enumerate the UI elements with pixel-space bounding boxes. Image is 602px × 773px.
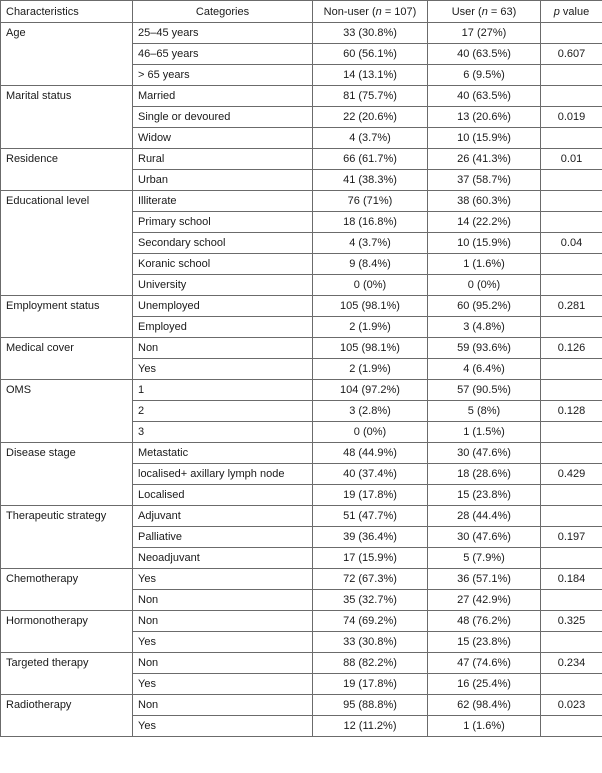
pvalue-cell-empty — [541, 254, 602, 275]
characteristic-cell-empty — [1, 422, 133, 443]
user-cell: 30 (47.6%) — [428, 443, 541, 464]
pvalue-cell: 0.019 — [541, 107, 602, 128]
pvalue-cell: 0.128 — [541, 401, 602, 422]
characteristic-cell-empty — [1, 401, 133, 422]
pvalue-cell: 0.04 — [541, 233, 602, 254]
nonuser-cell: 9 (8.4%) — [313, 254, 428, 275]
table-row — [1, 569, 602, 590]
header-characteristics: Characteristics — [1, 1, 133, 23]
table-row — [1, 44, 602, 65]
table-row — [1, 317, 602, 338]
pvalue-cell-empty — [541, 485, 602, 506]
category-cell: Non — [133, 338, 313, 359]
characteristic-label: OMS — [1, 380, 133, 401]
characteristic-cell-empty — [1, 107, 133, 128]
category-cell: Yes — [133, 716, 313, 737]
pvalue-cell-empty — [541, 23, 602, 44]
pvalue-cell-empty — [541, 443, 602, 464]
category-cell: Metastatic — [133, 443, 313, 464]
nonuser-cell: 17 (15.9%) — [313, 548, 428, 569]
header-user: User (n = 63) — [428, 1, 541, 23]
characteristic-cell-empty — [1, 317, 133, 338]
pvalue-cell-empty — [541, 359, 602, 380]
characteristic-cell-empty — [1, 212, 133, 233]
pvalue-cell-empty — [541, 422, 602, 443]
characteristic-cell-empty — [1, 548, 133, 569]
characteristic-label: Residence — [1, 149, 133, 170]
nonuser-cell: 0 (0%) — [313, 275, 428, 296]
nonuser-cell: 4 (3.7%) — [313, 233, 428, 254]
category-cell: Yes — [133, 674, 313, 695]
pvalue-cell: 0.01 — [541, 149, 602, 170]
characteristic-cell-empty — [1, 275, 133, 296]
category-cell: Single or devoured — [133, 107, 313, 128]
category-cell: localised+ axillary lymph node — [133, 464, 313, 485]
user-cell: 18 (28.6%) — [428, 464, 541, 485]
user-cell: 60 (95.2%) — [428, 296, 541, 317]
category-cell: Primary school — [133, 212, 313, 233]
pvalue-cell-empty — [541, 191, 602, 212]
pvalue-cell-empty — [541, 212, 602, 233]
user-cell: 15 (23.8%) — [428, 632, 541, 653]
category-cell: Unemployed — [133, 296, 313, 317]
category-cell: Married — [133, 86, 313, 107]
user-cell: 38 (60.3%) — [428, 191, 541, 212]
characteristic-cell-empty — [1, 233, 133, 254]
category-cell: Secondary school — [133, 233, 313, 254]
nonuser-cell: 4 (3.7%) — [313, 128, 428, 149]
user-cell: 17 (27%) — [428, 23, 541, 44]
characteristic-cell-empty — [1, 170, 133, 191]
category-cell: Rural — [133, 149, 313, 170]
table-row — [1, 674, 602, 695]
table-row — [1, 632, 602, 653]
user-cell: 40 (63.5%) — [428, 86, 541, 107]
category-cell: > 65 years — [133, 65, 313, 86]
characteristic-cell-empty — [1, 527, 133, 548]
user-cell: 1 (1.6%) — [428, 254, 541, 275]
characteristic-cell-empty — [1, 485, 133, 506]
nonuser-cell: 12 (11.2%) — [313, 716, 428, 737]
pvalue-cell-empty — [541, 317, 602, 338]
characteristic-label: Employment status — [1, 296, 133, 317]
table-row — [1, 65, 602, 86]
user-cell: 47 (74.6%) — [428, 653, 541, 674]
category-cell: Non — [133, 611, 313, 632]
nonuser-cell: 66 (61.7%) — [313, 149, 428, 170]
pvalue-cell-empty — [541, 674, 602, 695]
user-cell: 3 (4.8%) — [428, 317, 541, 338]
nonuser-cell: 39 (36.4%) — [313, 527, 428, 548]
characteristic-label: Targeted therapy — [1, 653, 133, 674]
table-row — [1, 485, 602, 506]
characteristic-label: Medical cover — [1, 338, 133, 359]
pvalue-cell-empty — [541, 506, 602, 527]
category-cell: Yes — [133, 359, 313, 380]
table-body — [1, 23, 602, 737]
characteristic-cell-empty — [1, 254, 133, 275]
nonuser-cell: 14 (13.1%) — [313, 65, 428, 86]
nonuser-cell: 104 (97.2%) — [313, 380, 428, 401]
category-cell: Widow — [133, 128, 313, 149]
table-row — [1, 170, 602, 191]
user-cell: 59 (93.6%) — [428, 338, 541, 359]
table-row — [1, 653, 602, 674]
pvalue-cell: 0.429 — [541, 464, 602, 485]
table-row — [1, 128, 602, 149]
table-row — [1, 695, 602, 716]
user-cell: 30 (47.6%) — [428, 527, 541, 548]
nonuser-cell: 3 (2.8%) — [313, 401, 428, 422]
nonuser-cell: 18 (16.8%) — [313, 212, 428, 233]
pvalue-cell: 0.234 — [541, 653, 602, 674]
category-cell: Yes — [133, 632, 313, 653]
table-row — [1, 86, 602, 107]
category-cell: 25–45 years — [133, 23, 313, 44]
pvalue-cell: 0.023 — [541, 695, 602, 716]
nonuser-cell: 33 (30.8%) — [313, 632, 428, 653]
nonuser-cell: 76 (71%) — [313, 191, 428, 212]
nonuser-cell: 74 (69.2%) — [313, 611, 428, 632]
characteristic-label: Chemotherapy — [1, 569, 133, 590]
user-cell: 15 (23.8%) — [428, 485, 541, 506]
nonuser-cell: 0 (0%) — [313, 422, 428, 443]
table-row — [1, 527, 602, 548]
nonuser-cell: 19 (17.8%) — [313, 674, 428, 695]
table-row — [1, 338, 602, 359]
pvalue-cell-empty — [541, 170, 602, 191]
user-cell: 48 (76.2%) — [428, 611, 541, 632]
nonuser-cell: 48 (44.9%) — [313, 443, 428, 464]
table-row — [1, 611, 602, 632]
user-cell: 6 (9.5%) — [428, 65, 541, 86]
user-cell: 16 (25.4%) — [428, 674, 541, 695]
characteristic-cell-empty — [1, 590, 133, 611]
category-cell: Illiterate — [133, 191, 313, 212]
pvalue-cell-empty — [541, 548, 602, 569]
user-cell: 28 (44.4%) — [428, 506, 541, 527]
table-row — [1, 380, 602, 401]
nonuser-cell: 19 (17.8%) — [313, 485, 428, 506]
table-row — [1, 296, 602, 317]
user-cell: 26 (41.3%) — [428, 149, 541, 170]
category-cell: Palliative — [133, 527, 313, 548]
table-row — [1, 401, 602, 422]
category-cell: Non — [133, 653, 313, 674]
characteristic-label: Radiotherapy — [1, 695, 133, 716]
category-cell: 46–65 years — [133, 44, 313, 65]
nonuser-cell: 51 (47.7%) — [313, 506, 428, 527]
table-row — [1, 275, 602, 296]
nonuser-cell: 2 (1.9%) — [313, 359, 428, 380]
characteristic-cell-empty — [1, 44, 133, 65]
table-row — [1, 422, 602, 443]
category-cell: Neoadjuvant — [133, 548, 313, 569]
user-cell: 40 (63.5%) — [428, 44, 541, 65]
nonuser-cell: 22 (20.6%) — [313, 107, 428, 128]
pvalue-cell: 0.126 — [541, 338, 602, 359]
user-cell: 10 (15.9%) — [428, 233, 541, 254]
table-row — [1, 548, 602, 569]
table-row — [1, 464, 602, 485]
user-cell: 36 (57.1%) — [428, 569, 541, 590]
table-row — [1, 590, 602, 611]
pvalue-cell-empty — [541, 128, 602, 149]
user-cell: 1 (1.5%) — [428, 422, 541, 443]
table-row — [1, 254, 602, 275]
user-cell: 4 (6.4%) — [428, 359, 541, 380]
user-cell: 10 (15.9%) — [428, 128, 541, 149]
nonuser-cell: 60 (56.1%) — [313, 44, 428, 65]
characteristic-cell-empty — [1, 632, 133, 653]
characteristic-cell-empty — [1, 128, 133, 149]
category-cell: Urban — [133, 170, 313, 191]
category-cell: Yes — [133, 569, 313, 590]
nonuser-cell: 2 (1.9%) — [313, 317, 428, 338]
characteristic-cell-empty — [1, 464, 133, 485]
table-row — [1, 107, 602, 128]
characteristic-cell-empty — [1, 359, 133, 380]
nonuser-cell: 33 (30.8%) — [313, 23, 428, 44]
pvalue-cell-empty — [541, 716, 602, 737]
pvalue-cell-empty — [541, 65, 602, 86]
pvalue-cell-empty — [541, 86, 602, 107]
user-cell: 0 (0%) — [428, 275, 541, 296]
header-nonuser: Non-user (n = 107) — [313, 1, 428, 23]
user-cell: 5 (7.9%) — [428, 548, 541, 569]
category-cell: Non — [133, 590, 313, 611]
category-cell: Non — [133, 695, 313, 716]
category-cell: Localised — [133, 485, 313, 506]
characteristic-cell-empty — [1, 674, 133, 695]
category-cell: Employed — [133, 317, 313, 338]
nonuser-cell: 35 (32.7%) — [313, 590, 428, 611]
user-cell: 27 (42.9%) — [428, 590, 541, 611]
characteristic-cell-empty — [1, 716, 133, 737]
user-cell: 62 (98.4%) — [428, 695, 541, 716]
user-cell: 14 (22.2%) — [428, 212, 541, 233]
characteristic-cell-empty — [1, 65, 133, 86]
nonuser-cell: 88 (82.2%) — [313, 653, 428, 674]
nonuser-cell: 41 (38.3%) — [313, 170, 428, 191]
table-row — [1, 212, 602, 233]
characteristic-label: Therapeutic strategy — [1, 506, 133, 527]
user-cell: 13 (20.6%) — [428, 107, 541, 128]
table-row — [1, 716, 602, 737]
characteristic-label: Hormonotherapy — [1, 611, 133, 632]
category-cell: 2 — [133, 401, 313, 422]
user-cell: 57 (90.5%) — [428, 380, 541, 401]
category-cell: 3 — [133, 422, 313, 443]
user-cell: 1 (1.6%) — [428, 716, 541, 737]
characteristic-label: Marital status — [1, 86, 133, 107]
pvalue-cell: 0.607 — [541, 44, 602, 65]
nonuser-cell: 81 (75.7%) — [313, 86, 428, 107]
characteristic-label: Disease stage — [1, 443, 133, 464]
table-row — [1, 443, 602, 464]
pvalue-cell: 0.325 — [541, 611, 602, 632]
table-row — [1, 149, 602, 170]
table-row — [1, 359, 602, 380]
characteristic-label: Age — [1, 23, 133, 44]
pvalue-cell-empty — [541, 590, 602, 611]
characteristic-label: Educational level — [1, 191, 133, 212]
table-row — [1, 23, 602, 44]
nonuser-cell: 72 (67.3%) — [313, 569, 428, 590]
nonuser-cell: 105 (98.1%) — [313, 338, 428, 359]
header-categories: Categories — [133, 1, 313, 23]
pvalue-cell-empty — [541, 380, 602, 401]
pvalue-cell: 0.281 — [541, 296, 602, 317]
category-cell: Koranic school — [133, 254, 313, 275]
pvalue-cell-empty — [541, 632, 602, 653]
header-pvalue: p value — [541, 1, 602, 23]
table-row — [1, 233, 602, 254]
pvalue-cell: 0.184 — [541, 569, 602, 590]
table-row — [1, 506, 602, 527]
pvalue-cell-empty — [541, 275, 602, 296]
table-row — [1, 191, 602, 212]
nonuser-cell: 95 (88.8%) — [313, 695, 428, 716]
pvalue-cell: 0.197 — [541, 527, 602, 548]
user-cell: 37 (58.7%) — [428, 170, 541, 191]
header-row — [1, 1, 602, 23]
category-cell: 1 — [133, 380, 313, 401]
nonuser-cell: 40 (37.4%) — [313, 464, 428, 485]
nonuser-cell: 105 (98.1%) — [313, 296, 428, 317]
category-cell: Adjuvant — [133, 506, 313, 527]
user-cell: 5 (8%) — [428, 401, 541, 422]
category-cell: University — [133, 275, 313, 296]
